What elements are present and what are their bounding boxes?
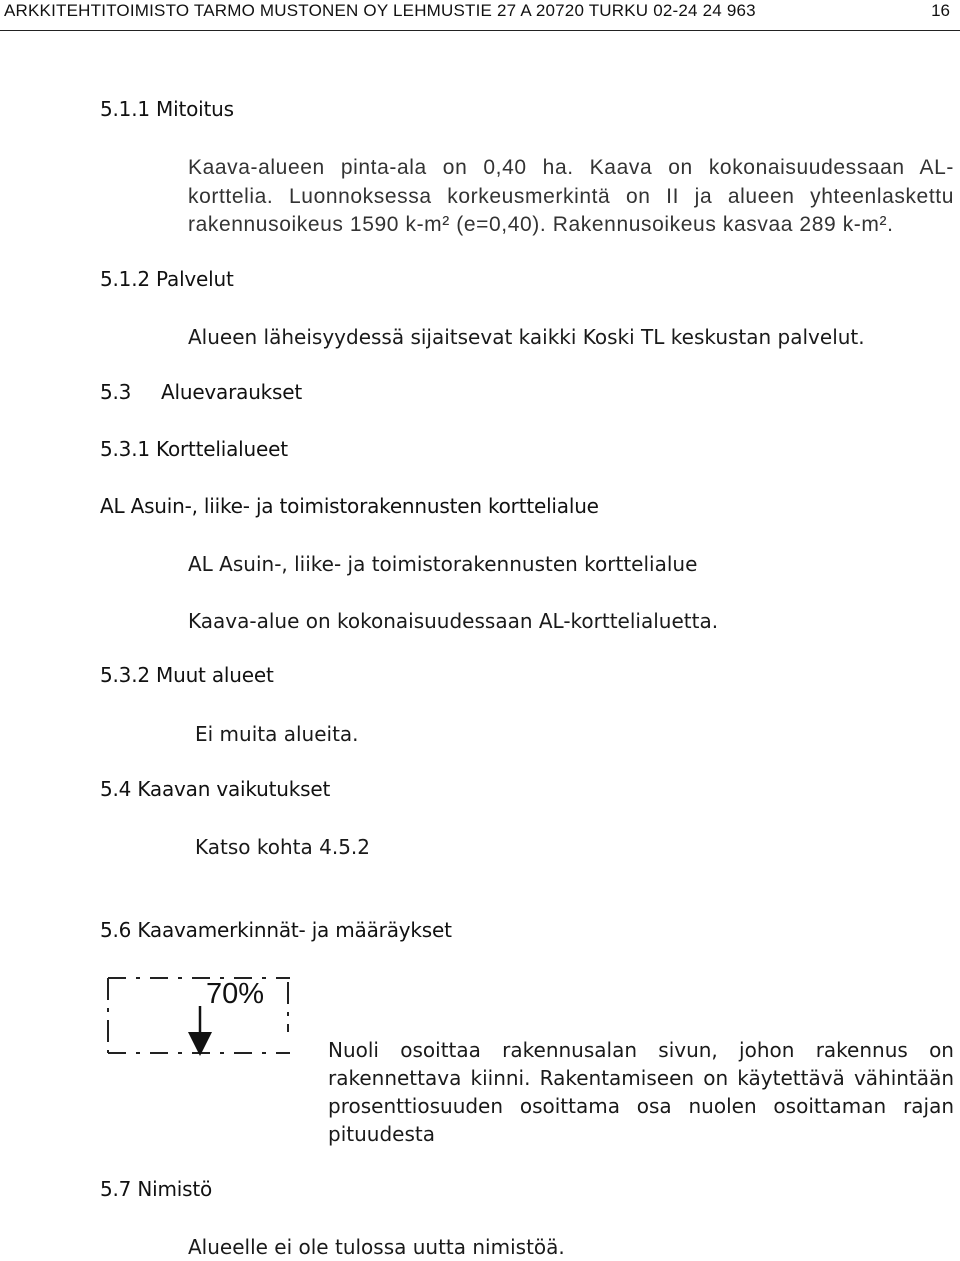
legend-percentage-label: 70% bbox=[206, 978, 265, 1010]
paragraph-muut-alueet: Ei muita alueita. bbox=[195, 722, 359, 746]
paragraph-al-coverage: Kaava-alue on kokonaisuudessaan AL-korttelialuetta. bbox=[188, 609, 719, 633]
heading-5-3-title: Aluevaraukset bbox=[161, 380, 303, 404]
heading-5-1-2: 5.1.2 Palvelut bbox=[100, 267, 234, 291]
heading-5-3-2: 5.3.2 Muut alueet bbox=[100, 663, 274, 687]
heading-5-6: 5.6 Kaavamerkinnät- ja määräykset bbox=[100, 918, 452, 942]
paragraph-mitoitus: Kaava-alueen pinta-ala on 0,40 ha. Kaava on kokonaisuudessaan AL-korttelia. Luonnoksessa korkeusmerkintä on II ja alueen yhteenlaskettu rakennusoikeus 1590 k-m² (e=0,40). Rakennusoikeus kasvaa 289 k-m². bbox=[188, 156, 954, 236]
page-header bbox=[0, 0, 960, 31]
heading-5-4: 5.4 Kaavan vaikutukset bbox=[100, 777, 331, 801]
paragraph-kaavan-vaikutukset: Katso kohta 4.5.2 bbox=[195, 835, 370, 859]
paragraph-palvelut: Alueen läheisyydessä sijaitsevat kaikki Koski TL keskustan palvelut. bbox=[188, 325, 865, 349]
heading-5-3-number: 5.3 bbox=[100, 380, 132, 404]
heading-5-1-1: 5.1.1 Mitoitus bbox=[100, 97, 234, 121]
paragraph-al-definition: AL Asuin-, liike- ja toimistorakennusten korttelialue bbox=[188, 552, 698, 576]
heading-5-7: 5.7 Nimistö bbox=[100, 1177, 213, 1201]
paragraph-legend-explanation: Nuoli osoittaa rakennusalan sivun, johon rakennus on rakennettava kiinni. Rakentamiseen on käytettävä vähintään prosenttiosuuden osoittama osa nuolen osoittaman rajan pituudesta bbox=[328, 1038, 954, 1146]
paragraph-nimisto: Alueelle ei ole tulossa uutta nimistöä. bbox=[188, 1235, 565, 1259]
subheading-al: AL Asuin-, liike- ja toimistorakennusten korttelialue bbox=[100, 494, 599, 518]
page-number: 16 bbox=[931, 1, 950, 20]
header-company-info: ARKKITEHTITOIMISTO TARMO MUSTONEN OY LEHMUSTIE 27 A 20720 TURKU 02-24 24 963 bbox=[4, 1, 756, 20]
building-area-arrow-icon bbox=[100, 972, 300, 1062]
plan-marking-symbol bbox=[100, 972, 300, 1062]
heading-5-3-1: 5.3.1 Korttelialueet bbox=[100, 437, 288, 461]
